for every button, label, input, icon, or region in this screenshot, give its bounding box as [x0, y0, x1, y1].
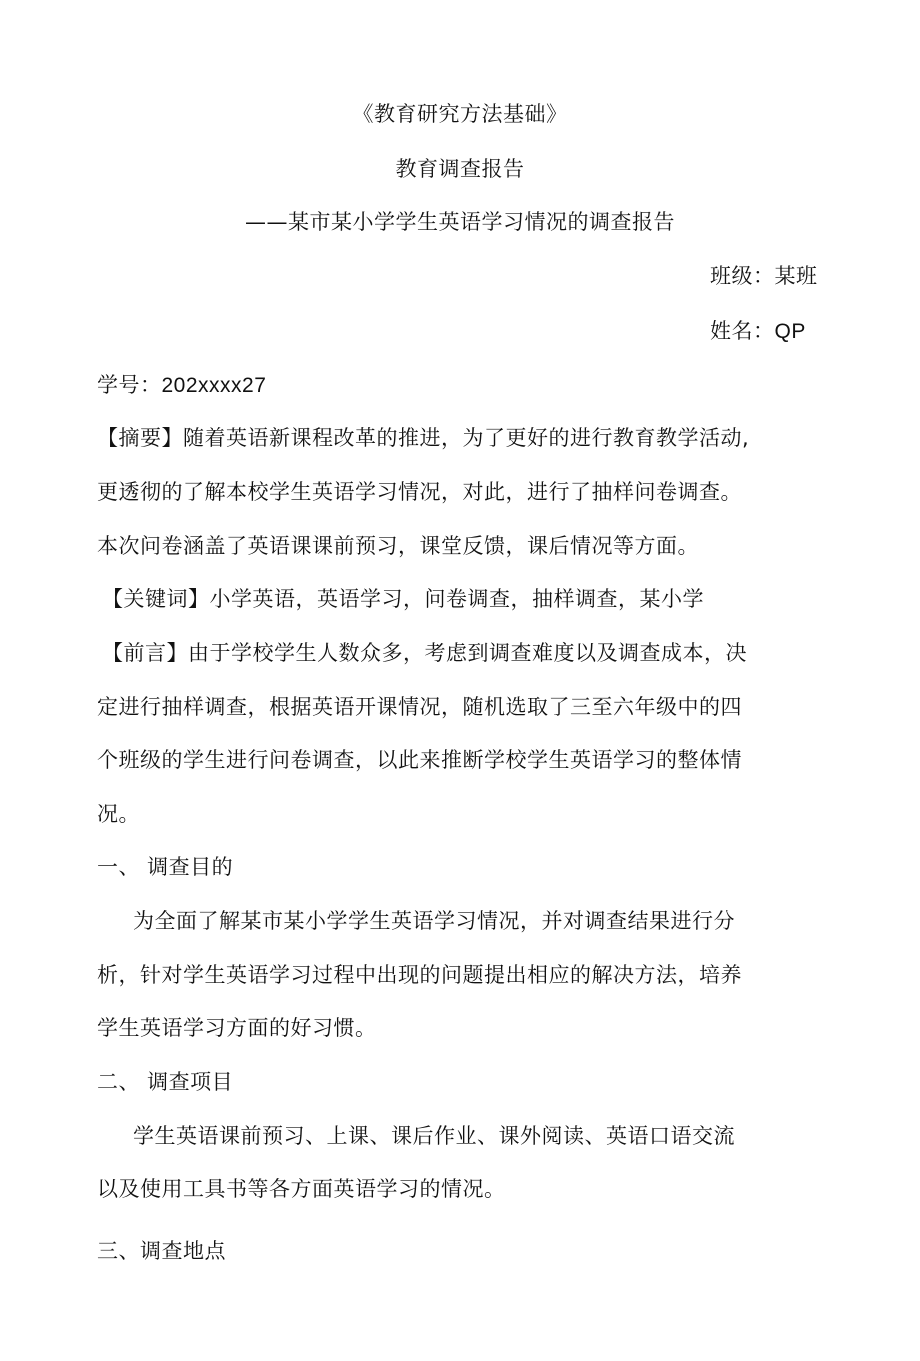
preface-line: 【前言】由于学校学生人数众多，考虑到调查难度以及调查成本，决 — [102, 641, 747, 665]
preface-line: 个班级的学生进行问卷调查，以此来推断学校学生英语学习的整体情 — [97, 748, 742, 772]
section-heading: 一、 调查目的 — [97, 855, 234, 879]
section-heading: 二、 调查项目 — [97, 1070, 234, 1094]
section-paragraph-line: 为全面了解某市某小学学生英语学习情况，并对调查结果进行分 — [133, 909, 735, 933]
student-id-value: 202xxxx27 — [161, 374, 267, 397]
section-paragraph-line: 以及使用工具书等各方面英语学习的情况。 — [97, 1177, 506, 1201]
student-id-label: 学号： — [97, 373, 162, 397]
abstract-line: 【摘要】随着英语新课程改革的推进，为了更好的进行教育教学活动, — [97, 426, 750, 450]
class-value: 某班 — [774, 264, 818, 288]
name-field — [710, 317, 806, 346]
section-paragraph-line: 学生英语课前预习、上课、课后作业、课外阅读、英语口语交流 — [133, 1124, 735, 1148]
section-paragraph-line: 析，针对学生英语学习过程中出现的问题提出相应的解决方法，培养 — [97, 963, 742, 987]
name-value: QP — [774, 320, 806, 343]
preface-line: 定进行抽样调查，根据英语开课情况，随机选取了三至六年级中的四 — [97, 695, 742, 719]
class-label: 班级： — [710, 264, 775, 288]
section-heading: 三、调查地点 — [97, 1239, 226, 1263]
report-subtitle: ——某市某小学学生英语学习情况的调查报告 — [245, 210, 675, 234]
preface-line: 况。 — [97, 802, 140, 826]
name-label: 姓名： — [710, 319, 775, 343]
course-title: 《教育研究方法基础》 — [352, 102, 568, 126]
abstract-line: 更透彻的了解本校学生英语学习情况，对此，进行了抽样问卷调查。 — [97, 480, 742, 504]
report-title: 教育调查报告 — [395, 157, 525, 181]
abstract-line: 本次问卷涵盖了英语课课前预习，课堂反馈，课后情况等方面。 — [97, 534, 699, 558]
class-field — [710, 262, 818, 290]
keywords-line: 【关键词】小学英语，英语学习，问卷调查，抽样调查，某小学 — [102, 587, 704, 611]
student-id-field — [97, 371, 266, 400]
section-paragraph-line: 学生英语学习方面的好习惯。 — [97, 1016, 377, 1040]
